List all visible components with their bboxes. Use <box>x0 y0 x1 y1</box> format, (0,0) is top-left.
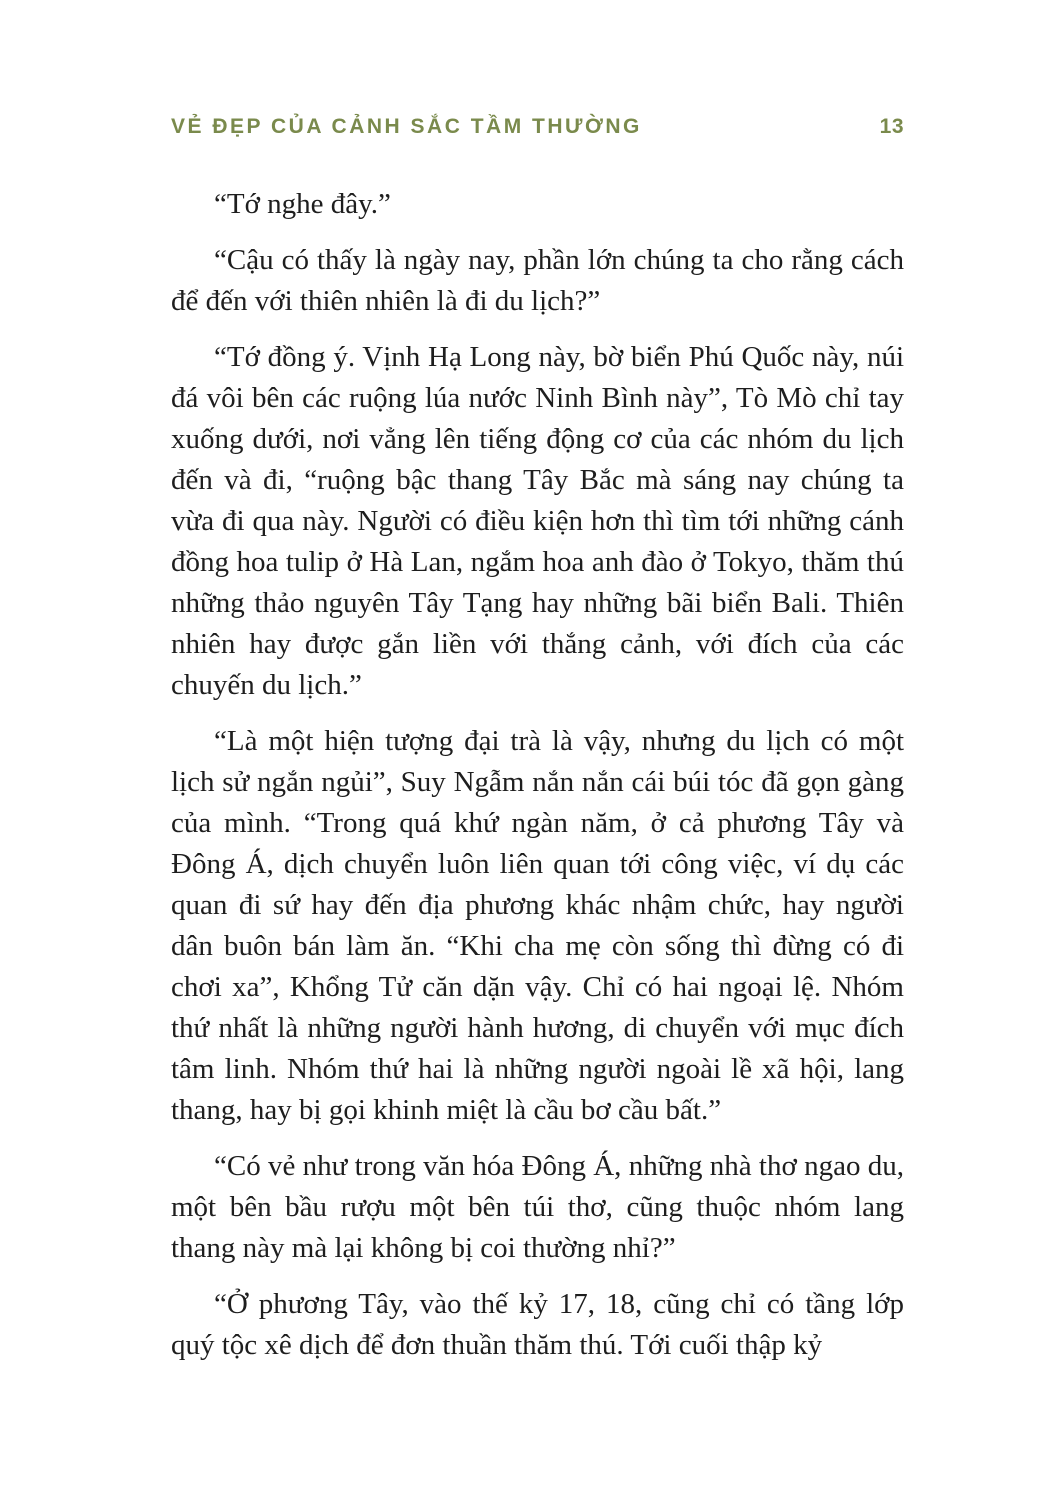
paragraph-4: “Là một hiện tượng đại trà là vậy, nhưng du lịch có một lịch sử ngắn ngủi”, Suy Ngẫm nắn nắn cái búi tóc đã gọn gàng của mình. “Trong quá khứ ngàn năm, ở cả phương Tây và Đông Á, dịch chuyển luôn liên quan tới công việc, ví dụ các quan đi sứ hay đến địa phương khác nhậm chức, hay người dân buôn bán làm ăn. “Khi cha mẹ còn sống thì đừng có đi chơi xa”, Khổng Tử căn dặn vậy. Chỉ có hai ngoại lệ. Nhóm thứ nhất là những người hành hương, di chuyển với mục đích tâm linh. Nhóm thứ hai là những người ngoài lề xã hội, lang thang, hay bị gọi khinh miệt là cầu bơ cầu bất.” <box>171 725 904 1126</box>
paragraph-1: “Tớ nghe đây.” <box>214 188 391 220</box>
page-number: 13 <box>879 115 904 138</box>
paragraph-6: “Ở phương Tây, vào thế kỷ 17, 18, cũng chỉ có tầng lớp quý tộc xê dịch để đơn thuần thăm thú. Tới cuối thập kỷ <box>171 1288 904 1361</box>
running-header-title: VẺ ĐẸP CỦA CẢNH SẮC TẦM THƯỜNG <box>171 115 642 138</box>
paragraph-2: “Cậu có thấy là ngày nay, phần lớn chúng ta cho rằng cách để đến với thiên nhiên là đi du lịch?” <box>171 244 904 317</box>
paragraph-3: “Tớ đồng ý. Vịnh Hạ Long này, bờ biển Phú Quốc này, núi đá vôi bên các ruộng lúa nước Ninh Bình này”, Tò Mò chỉ tay xuống dưới, nơi vẳng lên tiếng động cơ của các nhóm du lịch đến và đi, “ruộng bậc thang Tây Bắc mà sáng nay chúng ta vừa đi qua này. Người có điều kiện hơn thì tìm tới những cánh đồng hoa tulip ở Hà Lan, ngắm hoa anh đào ở Tokyo, thăm thú những thảo nguyên Tây Tạng hay những bãi biển Bali. Thiên nhiên hay được gắn liền với thắng cảnh, với đích của các chuyến du lịch.” <box>171 341 904 701</box>
paragraph-5: “Có vẻ như trong văn hóa Đông Á, những nhà thơ ngao du, một bên bầu rượu một bên túi thơ, cũng thuộc nhóm lang thang này mà lại không bị coi thường nhỉ?” <box>171 1150 904 1264</box>
running-header <box>171 114 904 140</box>
page-body <box>171 184 904 1366</box>
